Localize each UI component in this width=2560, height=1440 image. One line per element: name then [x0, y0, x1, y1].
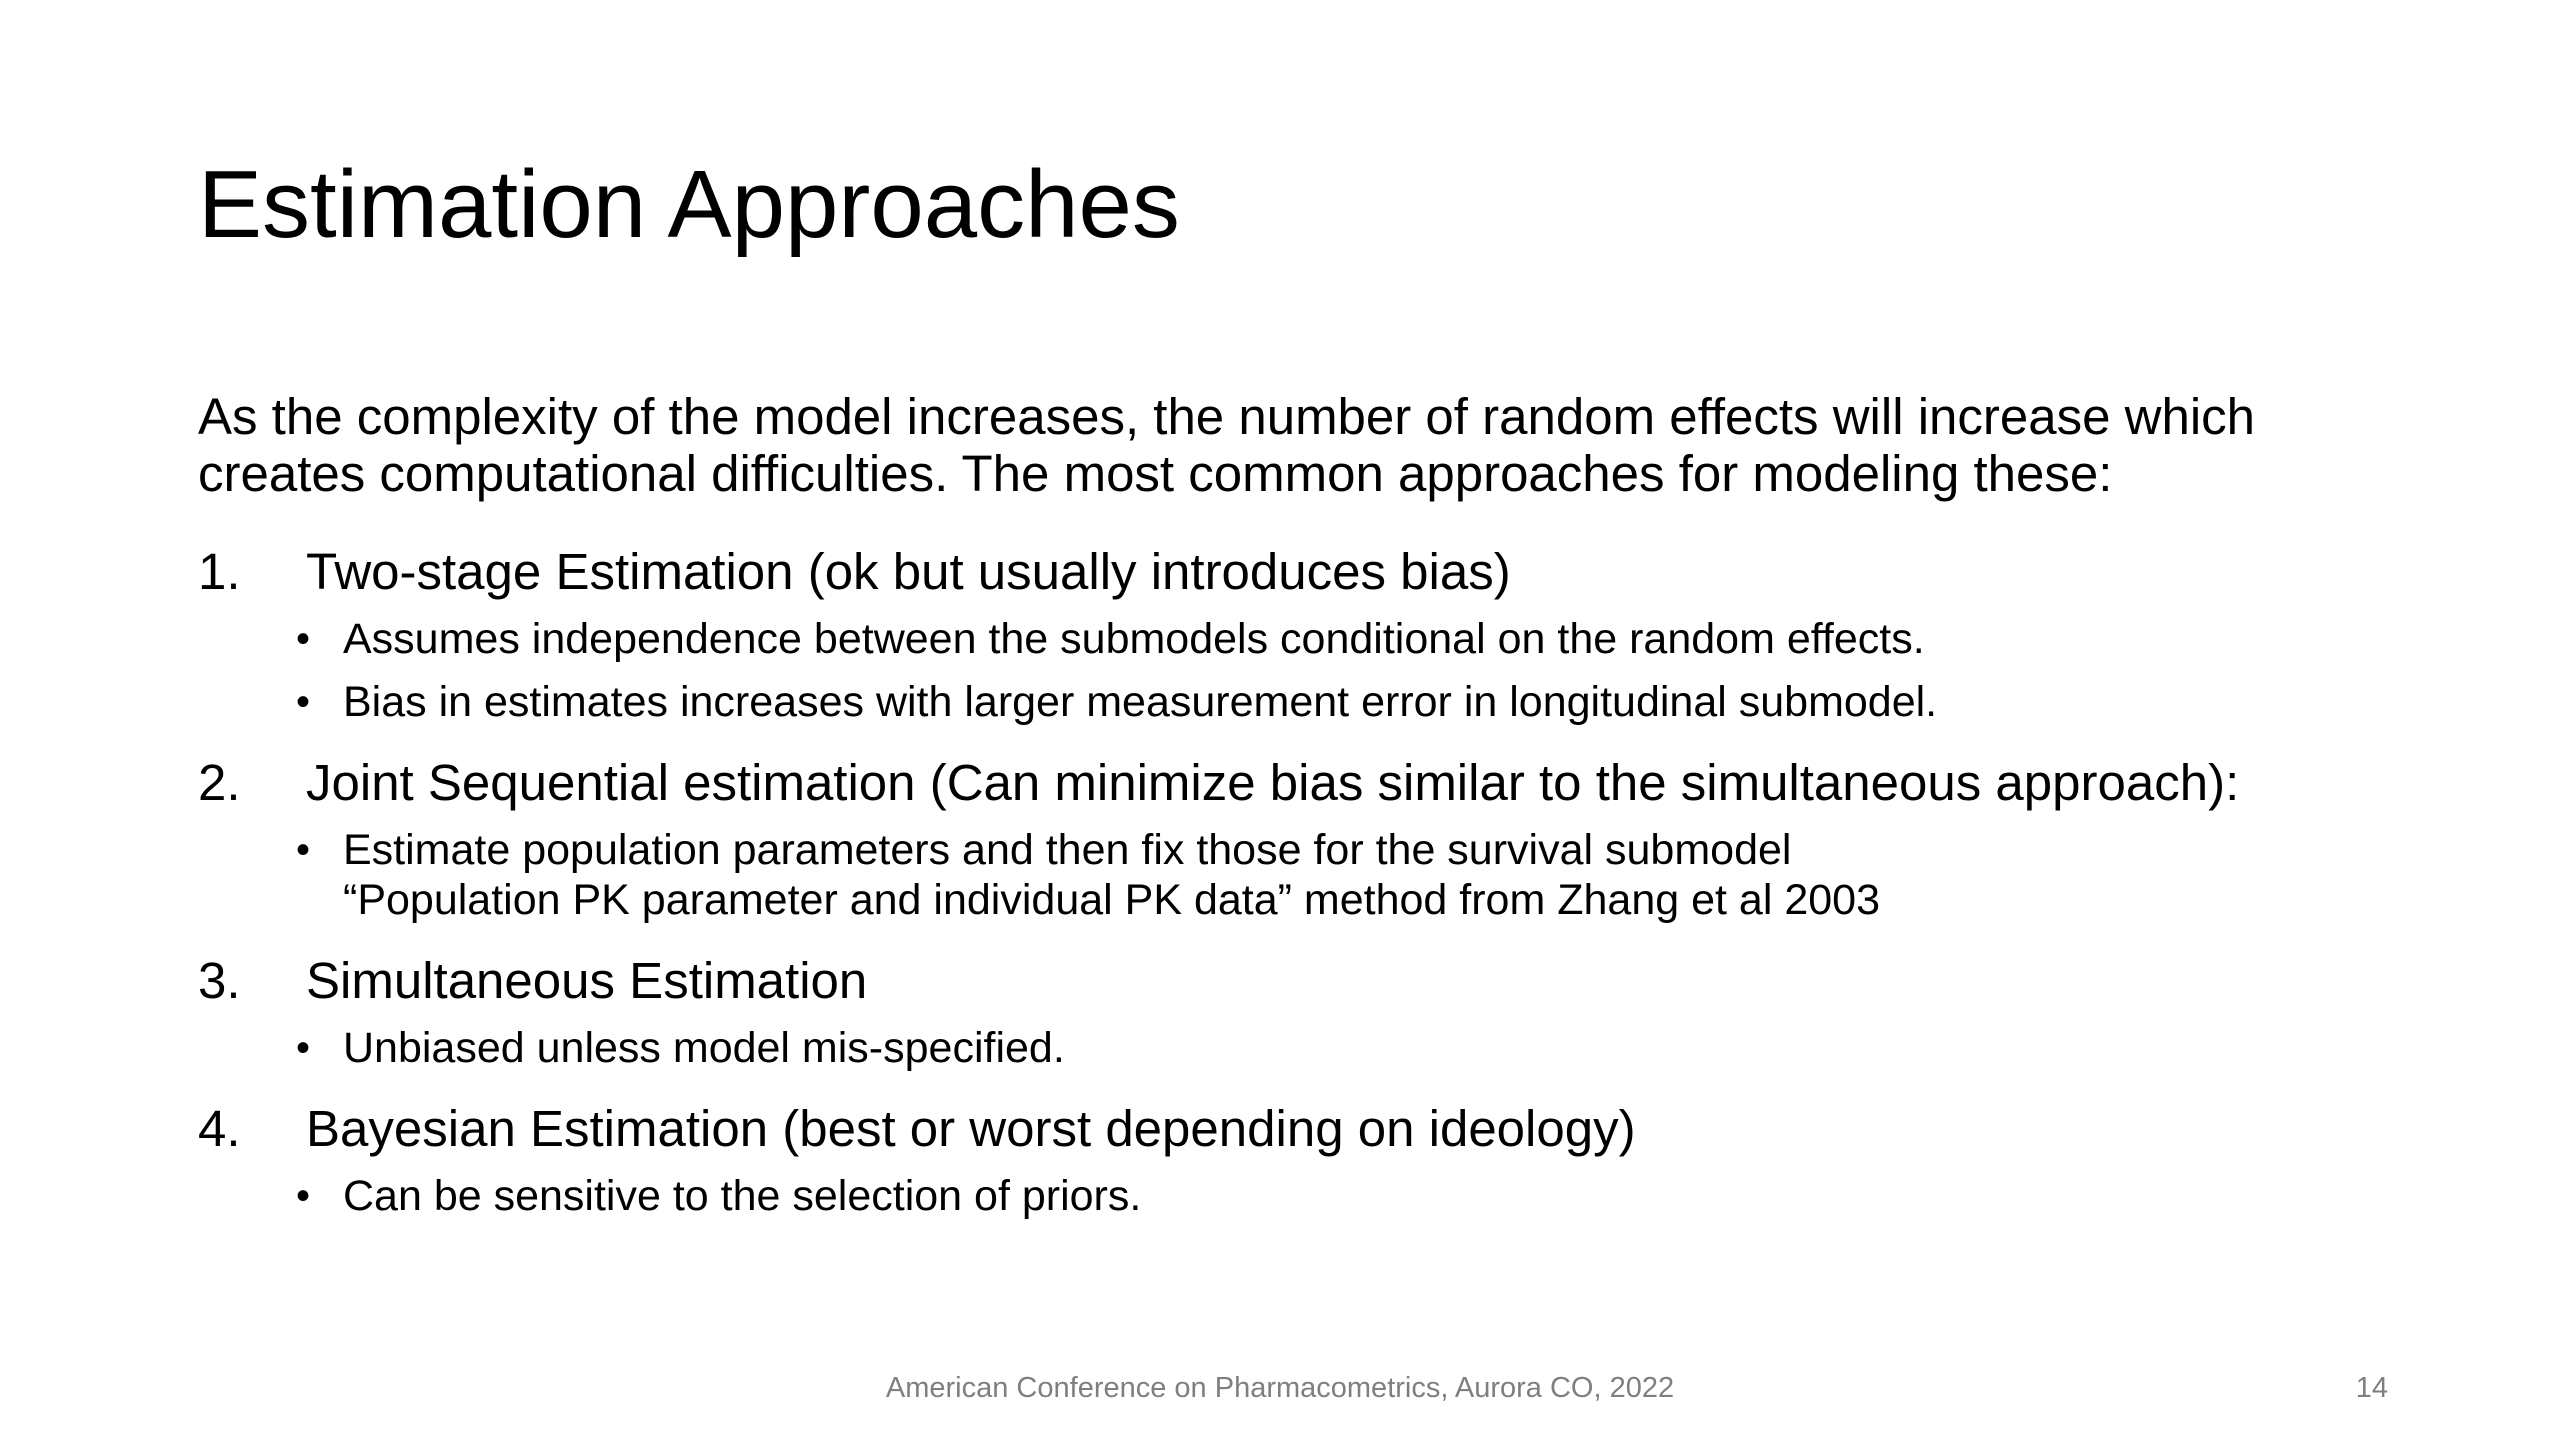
- sub-bullet-text: Bias in estimates increases with larger measurement error in longitudinal submodel.: [343, 678, 1938, 726]
- bullet-icon: •: [296, 680, 311, 724]
- numbered-item-4: [198, 1099, 2398, 1221]
- intro-paragraph: As the complexity of the model increases, the number of random effects will increase which creates computational difficulties. The most common approaches for modeling these:: [198, 388, 2256, 502]
- item-number: 1.: [198, 543, 241, 600]
- sub-bullet-item: [198, 677, 2398, 727]
- slide-footer: American Conference on Pharmacometrics, Aurora CO, 2022: [885, 1372, 1675, 1404]
- page-number: 14: [2355, 1372, 2388, 1404]
- bullet-icon: •: [296, 1026, 311, 1070]
- sub-bullet-text: Estimate population parameters and then fix those for the survival submodel: [343, 826, 1792, 874]
- sub-bullet-list: [198, 1171, 2398, 1221]
- sub-bullet-list: [198, 614, 2398, 727]
- sub-bullet-text: Assumes independence between the submodels conditional on the random effects.: [343, 615, 1925, 663]
- numbered-item-1: [198, 542, 2398, 727]
- item-number: 3.: [198, 952, 241, 1009]
- sub-bullet-list: [198, 1023, 2398, 1073]
- item-text: Bayesian Estimation (best or worst depending on ideology): [306, 1100, 1636, 1157]
- sub-bullet-text: Can be sensitive to the selection of priors.: [343, 1172, 1142, 1220]
- item-number: 4.: [198, 1100, 241, 1157]
- sub-bullet-text-continued: “Population PK parameter and individual PK data” method from Zhang et al 2003: [343, 876, 1880, 924]
- sub-bullet-item: [198, 614, 2398, 664]
- sub-bullet-list: [198, 825, 2398, 925]
- slide-content: [198, 388, 2398, 1247]
- item-text: Two-stage Estimation (ok but usually introduces bias): [306, 543, 1511, 600]
- slide-title: Estimation Approaches: [198, 151, 1180, 258]
- item-text: Simultaneous Estimation: [306, 952, 868, 1009]
- sub-bullet-item: [198, 825, 2398, 925]
- sub-bullet-item: [198, 1023, 2398, 1073]
- bullet-icon: •: [296, 828, 311, 872]
- item-number: 2.: [198, 754, 241, 811]
- numbered-item-3: [198, 951, 2398, 1073]
- sub-bullet-text: Unbiased unless model mis-specified.: [343, 1024, 1065, 1072]
- sub-bullet-item: [198, 1171, 2398, 1221]
- item-text: Joint Sequential estimation (Can minimize bias similar to the simultaneous approach):: [306, 754, 2240, 811]
- bullet-icon: •: [296, 1174, 311, 1218]
- bullet-icon: •: [296, 617, 311, 661]
- numbered-item-2: [198, 753, 2398, 925]
